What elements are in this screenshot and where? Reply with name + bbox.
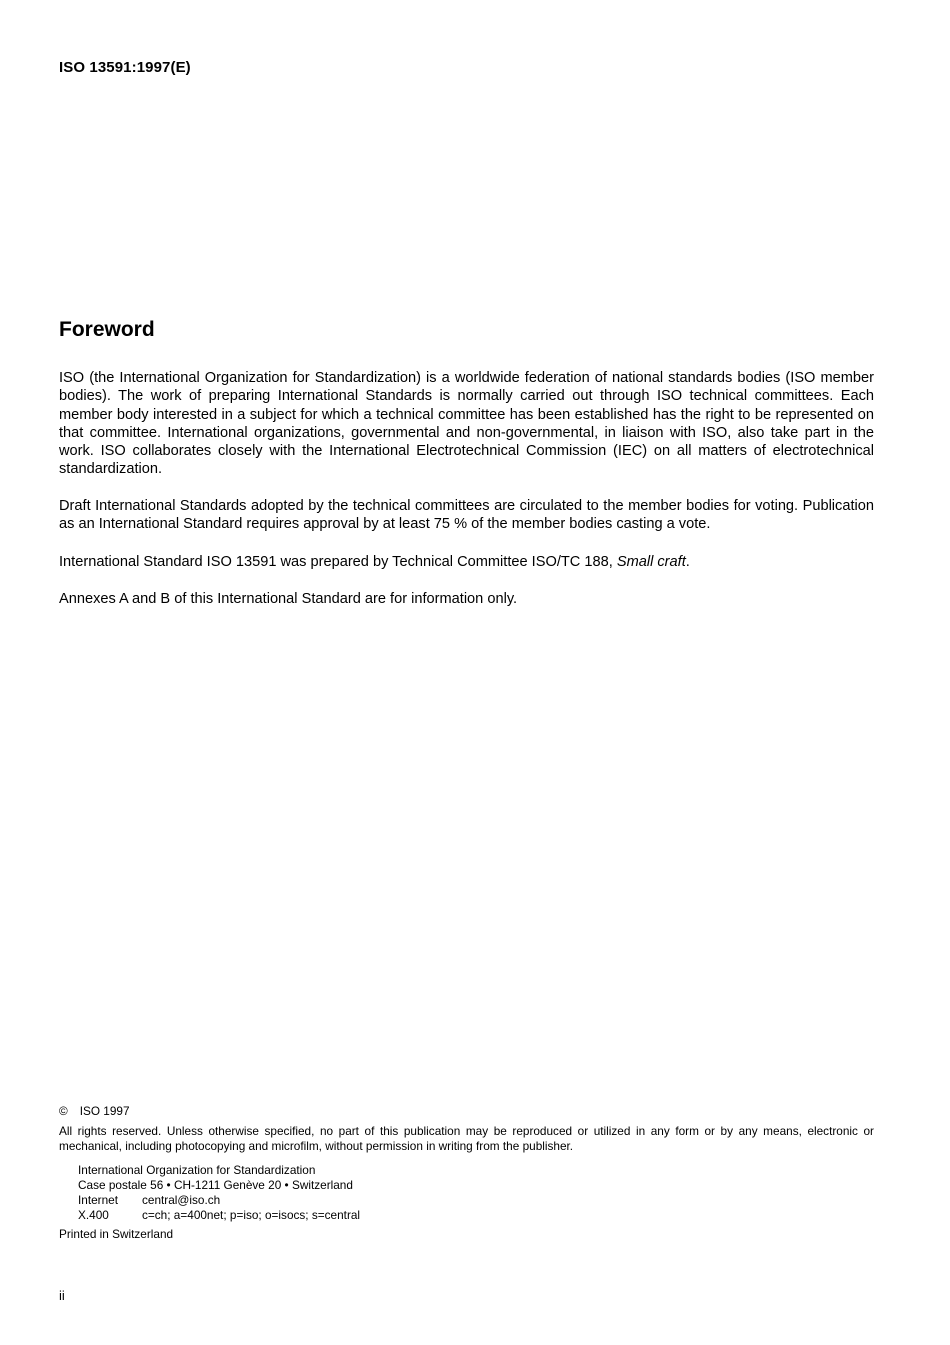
copyright-icon: © <box>59 1104 68 1118</box>
publisher-address <box>78 1163 874 1223</box>
committee-name: Small craft <box>616 554 686 570</box>
x400-row <box>78 1208 874 1223</box>
x400-value: c=ch; a=400net; p=iso; o=isocs; s=central <box>142 1208 361 1222</box>
printed-location: Printed in Switzerland <box>59 1227 174 1241</box>
rights-statement: All rights reserved. Unless otherwise specified, no part of this publication may be reproduced or utilized in any form or by any means, electronic or mechanical, including photocopying and microfilm, without permission in writing from the publisher. <box>59 1124 874 1153</box>
copyright-block <box>59 1104 874 1242</box>
foreword-heading: Foreword <box>59 318 155 341</box>
postal-address: Case postale 56 • CH-1211 Genève 20 • Switzerland <box>78 1178 353 1192</box>
document-identifier: ISO 13591:1997(E) <box>59 59 191 76</box>
internet-value: central@iso.ch <box>142 1193 221 1207</box>
organization-name: International Organization for Standardization <box>78 1163 316 1177</box>
foreword-paragraph-3 <box>59 553 874 571</box>
internet-row <box>78 1193 874 1208</box>
page-number: ii <box>59 1288 65 1303</box>
paragraph-3-suffix: . <box>685 554 690 570</box>
foreword-paragraph-2: Draft International Standards adopted by the technical committees are circulated to the member bodies for voting. Publication as an International Standard requires approval by at least 75 % of the member bodies casting a vote. <box>59 498 874 533</box>
internet-label: Internet <box>78 1193 119 1207</box>
x400-label: X.400 <box>78 1208 109 1222</box>
copyright-line <box>59 1104 874 1119</box>
foreword-paragraph-1: ISO (the International Organization for Standardization) is a worldwide federation of national standards bodies (ISO member bodies). The work of preparing International Standards is normally carried out through ISO technical committees. Each member body interested in a subject for which a technical committee has been established has the right to be represented on that committee. International organizations, governmental and non-governmental, in liaison with ISO, also take part in the work. ISO collaborates closely with the International Electrotechnical Commission (IEC) on all matters of electrotechnical standardization. <box>59 370 874 478</box>
copyright-notice: ISO 1997 <box>79 1104 130 1118</box>
paragraph-3-prefix: International Standard ISO 13591 was prepared by Technical Committee ISO/TC 188, <box>59 554 617 570</box>
foreword-paragraph-4: Annexes A and B of this International Standard are for information only. <box>59 591 518 607</box>
